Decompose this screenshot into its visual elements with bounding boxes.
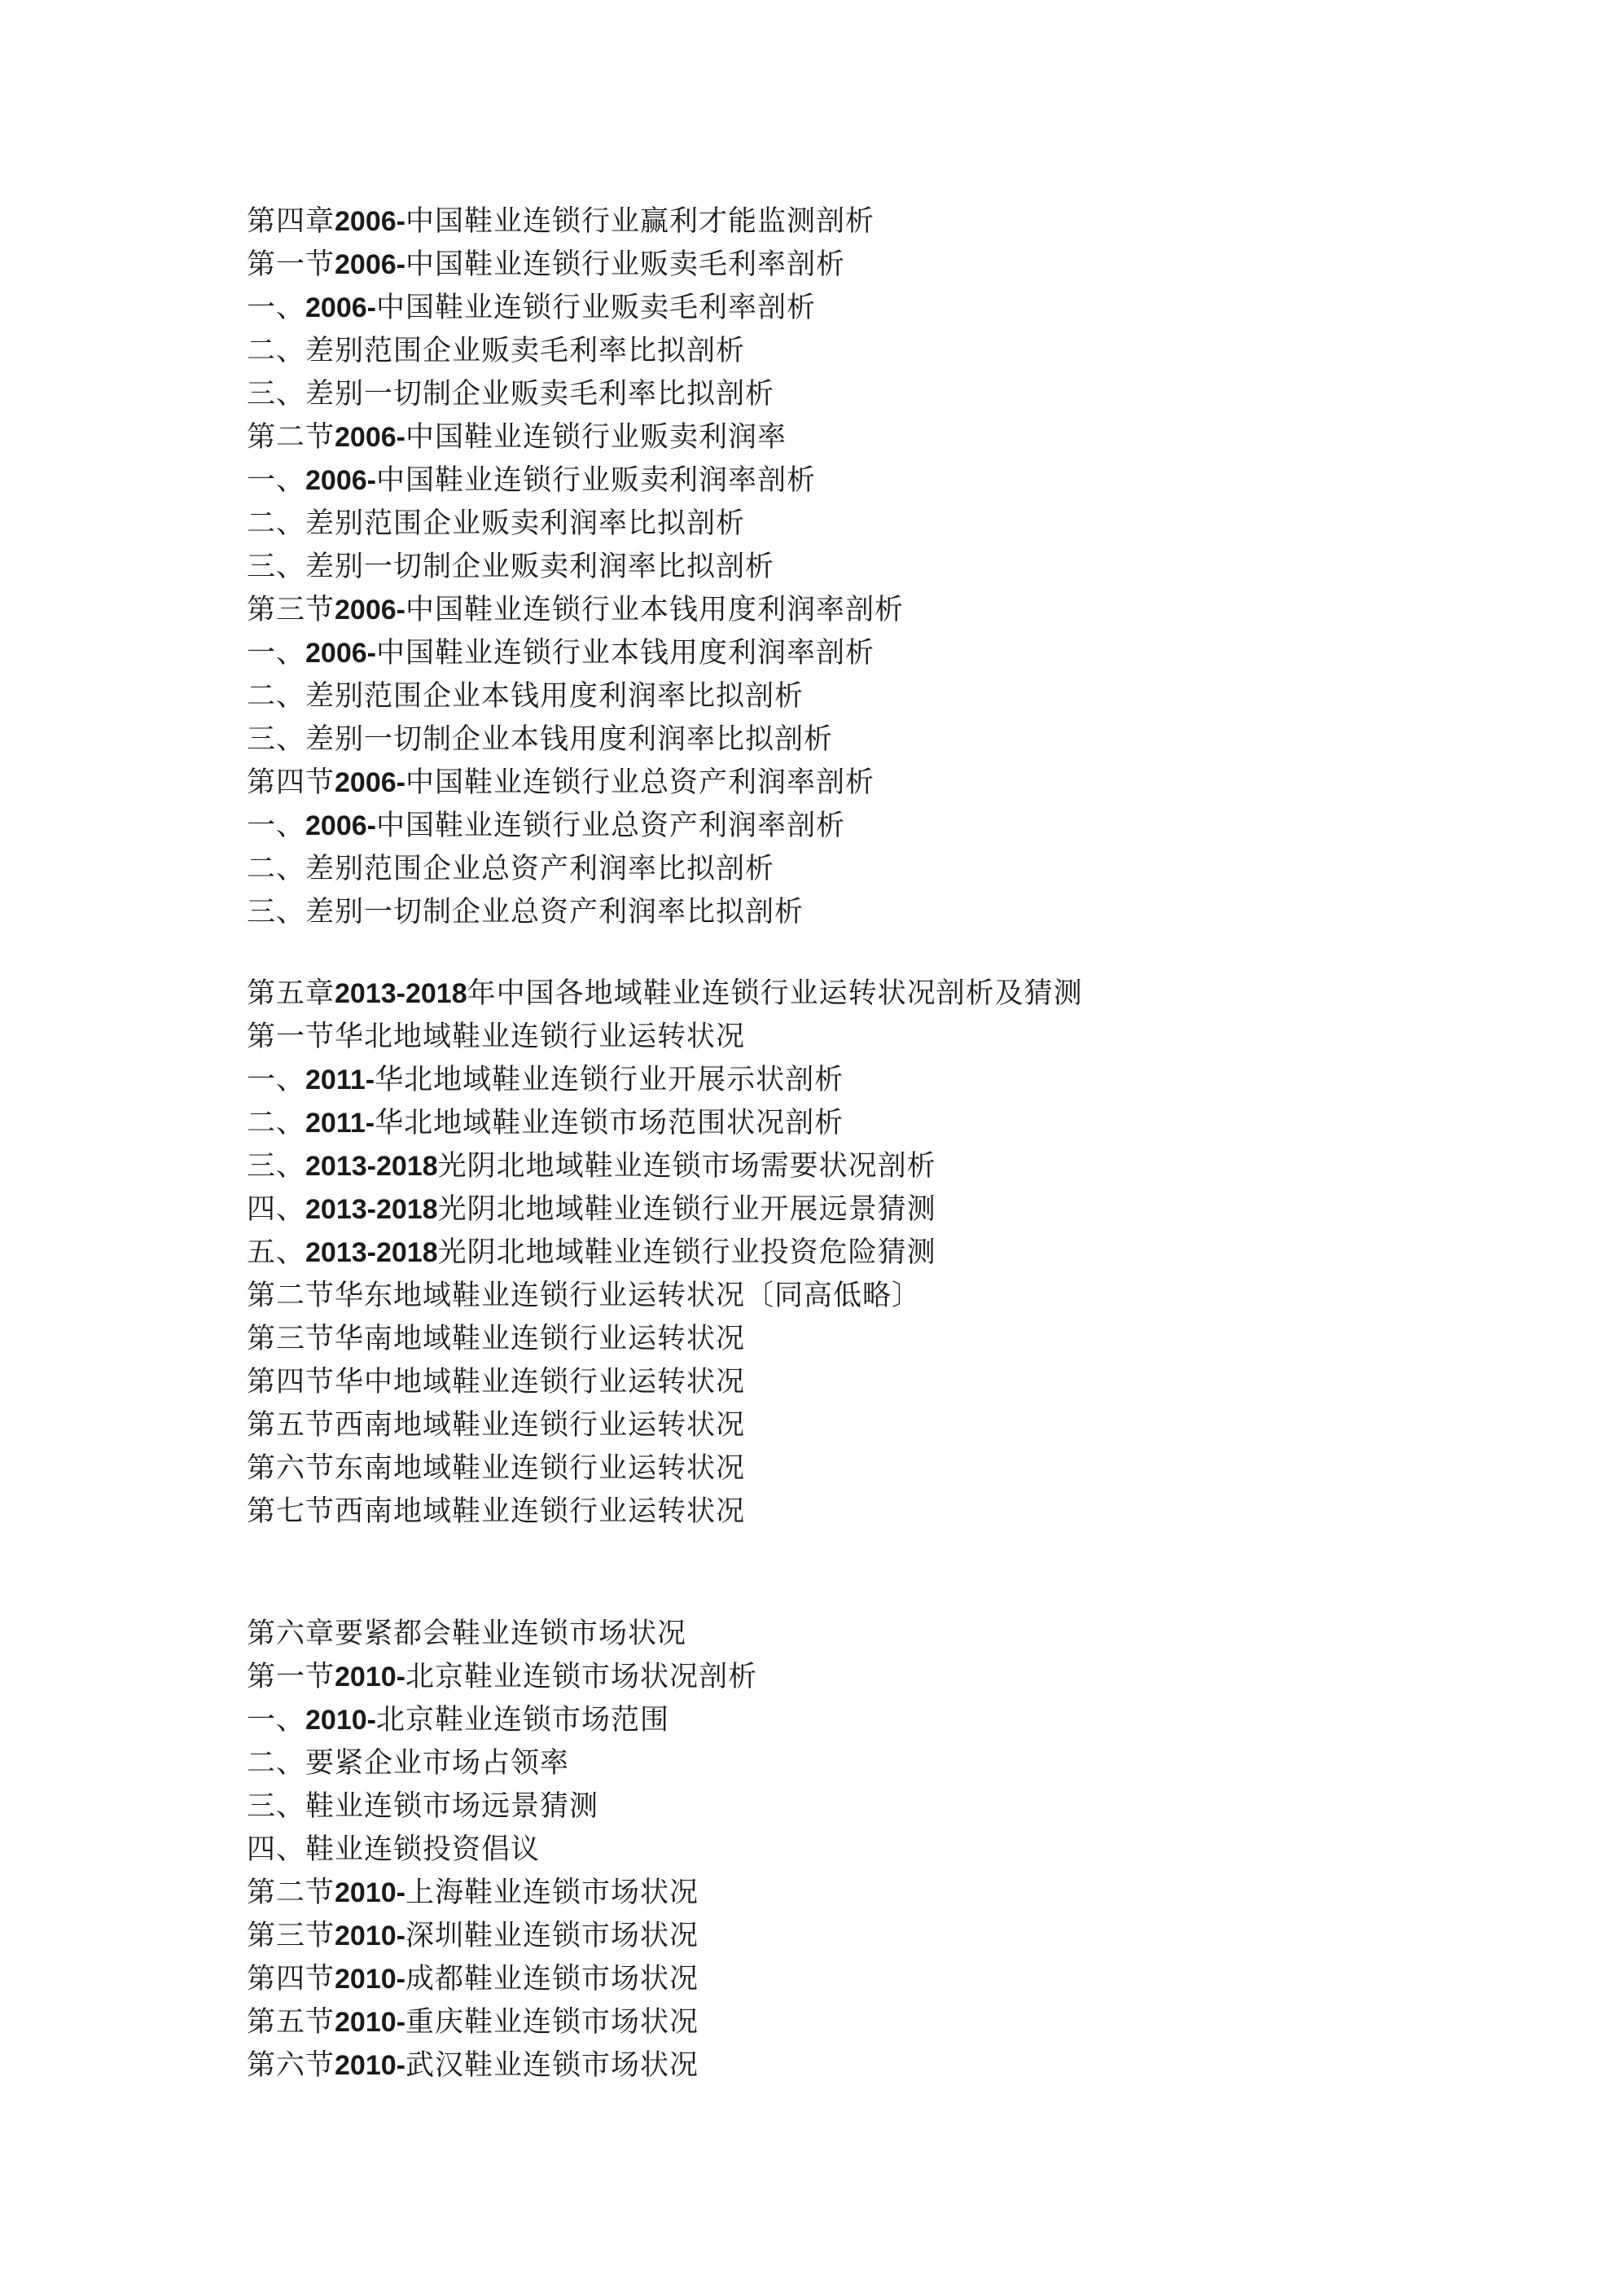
toc-line: [247, 2001, 757, 2044]
toc-line: [247, 972, 1083, 1016]
toc-line-num: 2006-: [335, 422, 406, 453]
toc-line: [247, 1828, 757, 1872]
toc-line-num: 2006-: [305, 810, 376, 841]
toc-line-pre: 三、: [247, 1150, 306, 1183]
toc-line-post: 华北地域鞋业连锁市场范围状况剖析: [375, 1107, 844, 1139]
toc-line-num: 2006-: [335, 595, 406, 626]
toc-line-num: 2010-: [335, 1964, 406, 1995]
toc-line: [247, 1145, 1083, 1188]
toc-line-pre: 三、差别一切制企业贩卖利润率比拟剖析: [247, 551, 775, 583]
toc-line: [247, 1785, 757, 1828]
toc-line-pre: 四、鞋业连锁投资倡议: [247, 1833, 541, 1866]
toc-line-pre: 第二节: [247, 1877, 335, 1909]
toc-line-pre: 一、: [247, 292, 306, 324]
toc-line-num: 2010-: [335, 2050, 406, 2081]
toc-line: [247, 1188, 1083, 1231]
toc-line-pre: 第三节华南地域鞋业连锁行业运转状况: [247, 1323, 746, 1355]
toc-line-pre: 第五节: [247, 2006, 335, 2039]
toc-line-post: 武汉鞋业连锁市场状况: [405, 2049, 699, 2082]
toc-line-pre: 第四节: [247, 766, 335, 799]
toc-line: [247, 546, 904, 589]
toc-line-num: 2010-: [335, 2007, 406, 2038]
toc-line-post: 重庆鞋业连锁市场状况: [405, 2006, 699, 2039]
toc-line-pre: 第四节华中地域鞋业连锁行业运转状况: [247, 1366, 746, 1398]
toc-line-num: 2006-: [305, 638, 376, 669]
toc-line: [247, 891, 904, 934]
chapter-4-toc: [247, 200, 904, 934]
toc-line-pre: 第五节西南地域鞋业连锁行业运转状况: [247, 1409, 746, 1442]
toc-line-pre: 二、要紧企业市场占领率: [247, 1747, 570, 1780]
toc-line-pre: 第三节: [247, 594, 335, 626]
toc-line-num: 2011-: [305, 1108, 375, 1139]
toc-line-num: 2010-: [335, 1921, 406, 1951]
toc-line-pre: 五、: [247, 1236, 306, 1269]
toc-line: [247, 373, 904, 416]
toc-line-post: 中国鞋业连锁行业本钱用度利润率剖析: [375, 637, 875, 669]
toc-line-post: 中国鞋业连锁行业贩卖利润率剖析: [375, 464, 816, 497]
toc-line: [247, 718, 904, 762]
toc-line: [247, 1361, 1083, 1404]
toc-line: [247, 459, 904, 503]
toc-line-pre: 第一节华北地域鞋业连锁行业运转状况: [247, 1021, 746, 1053]
toc-line-pre: 一、: [247, 810, 306, 842]
toc-line: [247, 1059, 1083, 1102]
toc-line-post: 北京鞋业连锁市场范围: [375, 1704, 669, 1736]
toc-line: [247, 1318, 1083, 1361]
toc-line-num: 2013-2018: [335, 978, 467, 1009]
toc-line-pre: 第四章: [247, 205, 335, 238]
toc-line: [247, 805, 904, 848]
toc-line-num: 2010-: [335, 1877, 406, 1908]
chapter-5-toc: [247, 972, 1083, 1534]
toc-line: [247, 1699, 757, 1742]
toc-line-pre: 一、: [247, 1704, 306, 1736]
toc-line-pre: 第六节: [247, 2049, 335, 2082]
toc-line-pre: 三、差别一切制企业本钱用度利润率比拟剖析: [247, 723, 834, 756]
toc-line-post: 年中国各地域鞋业连锁行业运转状况剖析及猜测: [467, 977, 1083, 1010]
toc-line: [247, 1656, 757, 1699]
toc-line-pre: 第六节东南地域鞋业连锁行业运转状况: [247, 1452, 746, 1485]
toc-line-post: 中国鞋业连锁行业赢利才能监测剖析: [405, 205, 875, 238]
toc-line-post: 光阴北地域鞋业连锁行业投资危险猜测: [437, 1236, 936, 1269]
toc-line-post: 上海鞋业连锁市场状况: [405, 1877, 699, 1909]
toc-line: [247, 200, 904, 244]
toc-line: [247, 287, 904, 330]
toc-line-num: 2013-2018: [305, 1237, 438, 1268]
toc-line-pre: 第七节西南地域鞋业连锁行业运转状况: [247, 1495, 746, 1528]
toc-line-pre: 三、差别一切制企业总资产利润率比拟剖析: [247, 896, 804, 928]
toc-line: [247, 244, 904, 287]
toc-line-pre: 二、: [247, 1107, 306, 1139]
toc-line-pre: 二、差别范围企业贩卖利润率比拟剖析: [247, 507, 746, 540]
toc-line: [247, 848, 904, 891]
toc-line-post: 中国鞋业连锁行业贩卖利润率: [405, 421, 787, 454]
toc-line: [247, 632, 904, 675]
toc-line: [247, 1016, 1083, 1059]
toc-line-pre: 第一节: [247, 1661, 335, 1693]
toc-line-pre: 四、: [247, 1193, 306, 1226]
toc-line: [247, 675, 904, 718]
toc-line-pre: 一、: [247, 464, 306, 497]
chapter-6-toc: [247, 1613, 757, 2087]
toc-line: [247, 1742, 757, 1785]
toc-line-post: 中国鞋业连锁行业贩卖毛利率剖析: [375, 292, 816, 324]
toc-line-num: 2010-: [305, 1705, 376, 1736]
toc-line-pre: 一、: [247, 1064, 306, 1096]
toc-line-pre: 三、差别一切制企业贩卖毛利率比拟剖析: [247, 378, 775, 410]
toc-line: [247, 1613, 757, 1656]
toc-line: [247, 1275, 1083, 1318]
toc-line-pre: 第二节: [247, 421, 335, 454]
toc-line-pre: 一、: [247, 637, 306, 669]
toc-line-num: 2013-2018: [305, 1151, 438, 1182]
toc-line-num: 2011-: [305, 1065, 375, 1095]
toc-line-pre: 第五章: [247, 977, 335, 1010]
toc-line-post: 中国鞋业连锁行业总资产利润率剖析: [375, 810, 845, 842]
toc-line-num: 2010-: [335, 1662, 406, 1692]
toc-line-post: 中国鞋业连锁行业贩卖毛利率剖析: [405, 248, 845, 281]
toc-line-pre: 二、差别范围企业总资产利润率比拟剖析: [247, 853, 775, 885]
toc-line: [247, 2044, 757, 2087]
toc-line: [247, 1490, 1083, 1534]
toc-line-post: 光阴北地域鞋业连锁行业开展远景猜测: [437, 1193, 936, 1226]
toc-line-post: 华北地域鞋业连锁行业开展示状剖析: [375, 1064, 844, 1096]
toc-line: [247, 762, 904, 805]
toc-line: [247, 1404, 1083, 1447]
toc-line-num: 2006-: [305, 465, 376, 496]
toc-line: [247, 1231, 1083, 1275]
toc-line-post: 中国鞋业连锁行业总资产利润率剖析: [405, 766, 875, 799]
toc-line-num: 2006-: [335, 767, 406, 798]
toc-line-post: 成都鞋业连锁市场状况: [405, 1963, 699, 1995]
toc-line: [247, 1958, 757, 2001]
toc-line-pre: 第六章要紧都会鞋业连锁市场状况: [247, 1618, 687, 1650]
toc-line-pre: 二、差别范围企业贩卖毛利率比拟剖析: [247, 335, 746, 367]
toc-line-num: 2013-2018: [305, 1194, 438, 1225]
toc-line-post: 深圳鞋业连锁市场状况: [405, 1920, 699, 1952]
toc-line-pre: 第二节华东地域鞋业连锁行业运转状况〔同高低略〕: [247, 1280, 922, 1312]
toc-line-pre: 第一节: [247, 248, 335, 281]
toc-line: [247, 1102, 1083, 1145]
toc-line: [247, 416, 904, 459]
toc-line: [247, 1447, 1083, 1490]
toc-line: [247, 589, 904, 632]
toc-line: [247, 330, 904, 373]
toc-line: [247, 1872, 757, 1915]
toc-line-pre: 二、差别范围企业本钱用度利润率比拟剖析: [247, 680, 804, 713]
toc-line-num: 2006-: [335, 249, 406, 280]
toc-line: [247, 1915, 757, 1958]
toc-line-post: 光阴北地域鞋业连锁市场需要状况剖析: [437, 1150, 936, 1183]
toc-line-post: 北京鞋业连锁市场状况剖析: [405, 1661, 757, 1693]
toc-line-pre: 第四节: [247, 1963, 335, 1995]
toc-line-num: 2006-: [305, 292, 376, 323]
toc-line-pre: 第三节: [247, 1920, 335, 1952]
toc-line-post: 中国鞋业连锁行业本钱用度利润率剖析: [405, 594, 904, 626]
toc-line-pre: 三、鞋业连锁市场远景猜测: [247, 1790, 599, 1823]
toc-line-num: 2006-: [335, 206, 406, 237]
toc-line: [247, 503, 904, 546]
